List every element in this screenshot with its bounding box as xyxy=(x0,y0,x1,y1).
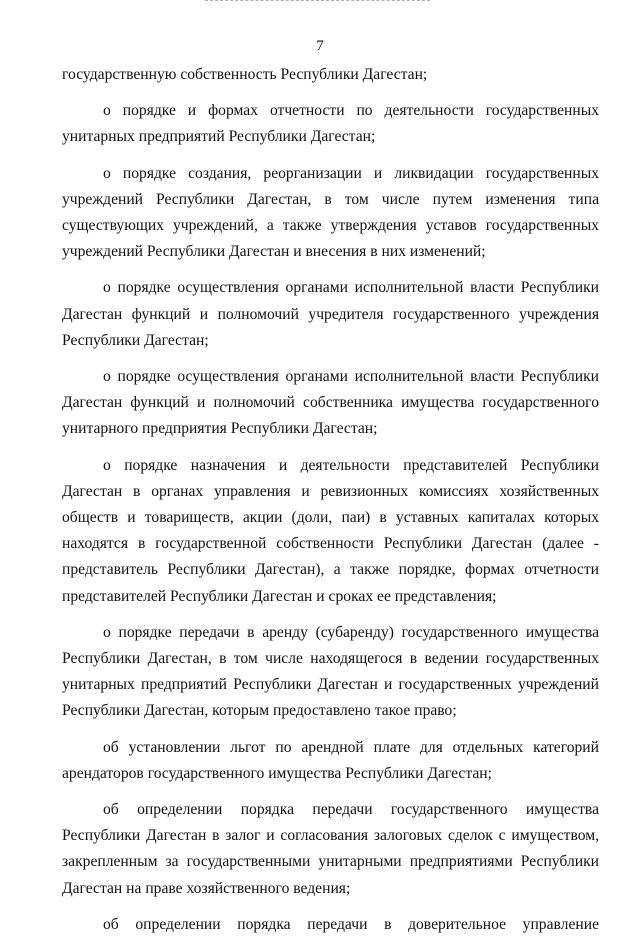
page-number: 7 xyxy=(316,38,324,54)
paragraph-reporting-forms: о порядке и формах отчетности по деятельности государственных унитарных предприятий Республики Дагестан; xyxy=(62,102,599,146)
paragraph-trust-management: об определении порядка передачи в доверительное управление xyxy=(103,915,599,933)
document-body xyxy=(62,62,599,948)
paragraph-owner-functions: о порядке осуществления органами исполнительной власти Республики Дагестан функций и полномочий собственника имущества государственного унитарного предприятия Республики Дагестан; xyxy=(62,368,599,438)
paragraph-lease-transfer: о порядке передачи в аренду (субаренду) государственного имущества Республики Дагестан, в том числе находящегося в ведении государственных унитарных предприятий Республики Дагестан и государственных учреждений Республики Дагестан, которым предоставлено такое право; xyxy=(62,623,599,720)
paragraph-institutions-creation: о порядке создания, реорганизации и ликвидации государственных учреждений Республики Дагестан, в том числе путем изменения типа существующих учреждений, а также утверждения уставов государственных учреждений Республики Дагестан и внесения в них изменений; xyxy=(62,164,599,261)
paragraph-lease-benefits: об установлении льгот по арендной плате для отдельных категорий арендаторов государственного имущества Республики Дагестан; xyxy=(62,738,599,782)
paragraph-founder-functions: о порядке осуществления органами исполнительной власти Республики Дагестан функций и полномочий учредителя государственного учреждения Республики Дагестан; xyxy=(62,279,599,349)
paragraph-representatives: о порядке назначения и деятельности представителей Республики Дагестан в органах управления и ревизионных комиссиях хозяйственных обществ и товариществ, акции (доли, паи) в уставных капиталах которых находятся в государственной собственности Республики Дагестан (далее - представитель Республики Дагестан), а также порядке, формах отчетности представителей Республики Дагестан и сроках ее представления; xyxy=(62,456,599,605)
scan-top-edge xyxy=(205,0,430,1)
paragraph-continuation: государственную собственность Республики Дагестан; xyxy=(62,66,428,83)
paragraph-pledge-transfer: об определении порядка передачи государственного имущества Республики Дагестан в залог и согласования залоговых сделок с имуществом, закрепленным за государственными унитарными предприятиями Республики Дагестан на праве хозяйственного ведения; xyxy=(62,801,599,897)
